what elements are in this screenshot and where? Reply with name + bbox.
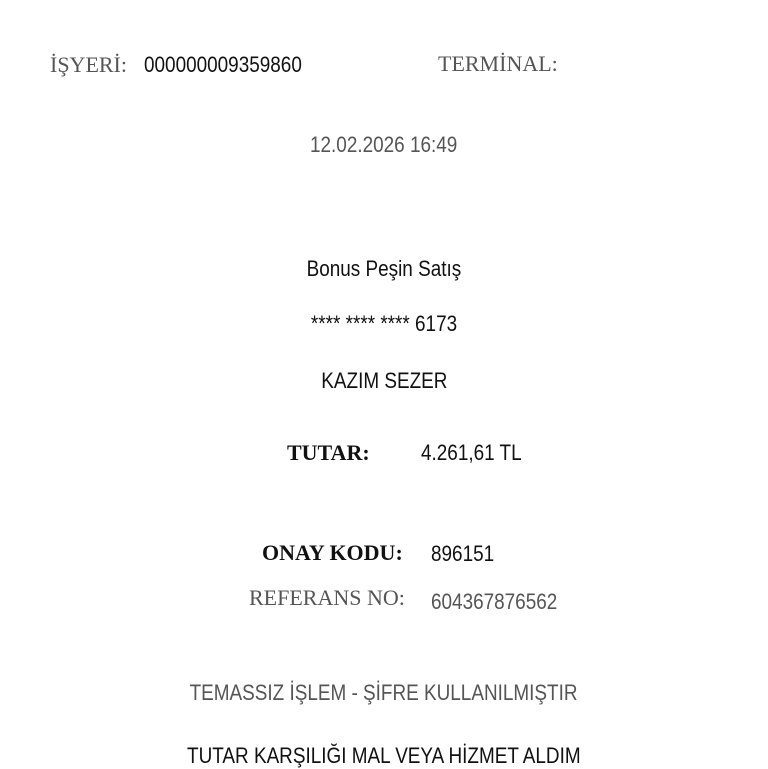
- cardholder-name: [0, 368, 768, 394]
- transaction-datetime: [0, 132, 768, 158]
- merchant-label: İŞYERİ:: [50, 52, 127, 77]
- reference-number-label: REFERANS NO:: [249, 585, 405, 610]
- transaction-type-text: Bonus Peşin Satış: [306, 256, 462, 281]
- approval-code-value: [431, 541, 504, 567]
- amount-value: [421, 440, 538, 466]
- approval-code-label: ONAY KODU:: [262, 540, 403, 565]
- amount-value-text: 4.261,61 TL: [421, 440, 522, 465]
- transaction-type: [0, 256, 768, 282]
- customer-declaration: [0, 743, 768, 769]
- declaration-text: TUTAR KARŞILIĞI MAL VEYA HİZMET ALDIM: [187, 743, 581, 768]
- masked-card-number: [0, 311, 768, 337]
- cardholder-text: KAZIM SEZER: [320, 368, 448, 393]
- terminal-label: TERMİNAL:: [438, 51, 558, 76]
- merchant-id-text: 000000009359860: [144, 52, 302, 77]
- merchant-id: [144, 52, 328, 78]
- amount-label: TUTAR:: [287, 440, 370, 465]
- contactless-note-text: TEMASSIZ İŞLEM - ŞİFRE KULLANILMIŞTIR: [190, 680, 578, 705]
- card-number-text: **** **** **** 6173: [310, 311, 458, 336]
- datetime-text: 12.02.2026 16:49: [310, 132, 458, 157]
- contactless-note: [0, 680, 768, 706]
- reference-number-text: 604367876562: [431, 589, 558, 614]
- reference-number-value: [431, 589, 578, 615]
- approval-code-text: 896151: [431, 541, 495, 566]
